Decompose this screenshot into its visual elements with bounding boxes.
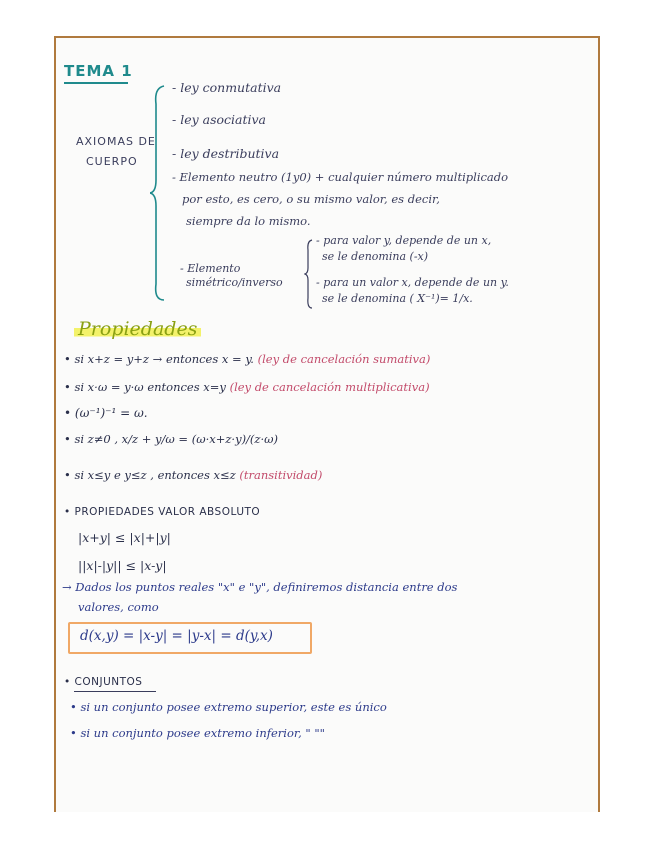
- valor-absoluto-heading: • PROPIEDADES VALOR ABSOLUTO: [64, 506, 261, 518]
- axioma-neutro-1: - Elemento neutro (1y0) + cualquier número multiplicado: [172, 170, 509, 184]
- axiomas-brace: [150, 84, 166, 302]
- valor-absoluto-desigualdad-2: ||x|-|y|| ≤ |x-y|: [78, 558, 167, 573]
- title-underline: [64, 82, 128, 84]
- simetrico-item-1: - para valor y, depende de un x,: [316, 234, 492, 247]
- prop-2-text: • si x·ω = y·ω entonces x=y: [64, 380, 226, 394]
- propiedad-cancelacion-multiplicativa: [64, 380, 430, 394]
- axioma-neutro-2: por esto, es cero, o su mismo valor, es decir,: [182, 192, 440, 206]
- axioma-asociativa: - ley asociativa: [172, 112, 267, 127]
- prop-1-text: • si x+z = y+z → entonces x = y.: [64, 352, 254, 366]
- axiomas-label-line-2: CUERPO: [86, 155, 138, 168]
- propiedades-heading: Propiedades: [74, 318, 201, 340]
- simetrico-label-1: - Elemento: [180, 262, 241, 275]
- conjuntos-item-inferior: • si un conjunto posee extremo inferior, " "": [70, 726, 325, 740]
- prop-3-text: • (ω⁻¹)⁻¹ = ω.: [64, 406, 148, 420]
- distancia-definicion-2: valores, como: [78, 600, 159, 614]
- page-title: TEMA 1: [64, 62, 133, 80]
- conjuntos-heading: • CONJUNTOS: [64, 676, 143, 688]
- propiedad-fracciones: [64, 432, 278, 446]
- prop-5-note: (transitividad): [239, 468, 323, 482]
- propiedad-transitividad: [64, 468, 322, 482]
- axiomas-label-line-1: AXIOMAS DE: [76, 135, 156, 148]
- axioma-conmutativa: - ley conmutativa: [172, 80, 282, 95]
- prop-2-note: (ley de cancelación multiplicativa): [229, 380, 430, 394]
- axiomas-label: [76, 132, 156, 172]
- propiedad-cancelacion-sumativa: [64, 352, 430, 366]
- conjuntos-item-superior: • si un conjunto posee extremo superior, este es único: [70, 700, 387, 714]
- distancia-definicion-1: → Dados los puntos reales "x" e "y", definiremos distancia entre dos: [62, 580, 458, 594]
- prop-1-note: (ley de cancelación sumativa): [257, 352, 431, 366]
- prop-5-text: • si x≤y e y≤z , entonces x≤z: [64, 468, 236, 482]
- distancia-formula: d(x,y) = |x-y| = |y-x| = d(y,x): [80, 628, 273, 644]
- prop-4-text: • si z≠0 , x/z + y/ω = (ω·x+z·y)/(z·ω): [64, 432, 278, 446]
- simetrico-brace: [304, 238, 314, 310]
- axioma-distributiva: - ley destributiva: [172, 146, 280, 161]
- simetrico-label-2: simétrico/inverso: [186, 276, 283, 289]
- simetrico-item-2: se le denomina (-x): [322, 250, 429, 263]
- valor-absoluto-desigualdad-1: |x+y| ≤ |x|+|y|: [78, 530, 171, 545]
- conjuntos-underline: [74, 691, 156, 692]
- propiedad-inverso: [64, 406, 148, 420]
- simetrico-item-4: se le denomina ( X⁻¹)= 1/x.: [322, 292, 473, 305]
- simetrico-item-3: - para un valor x, depende de un y.: [316, 276, 509, 289]
- axioma-neutro-3: siempre da lo mismo.: [186, 214, 311, 228]
